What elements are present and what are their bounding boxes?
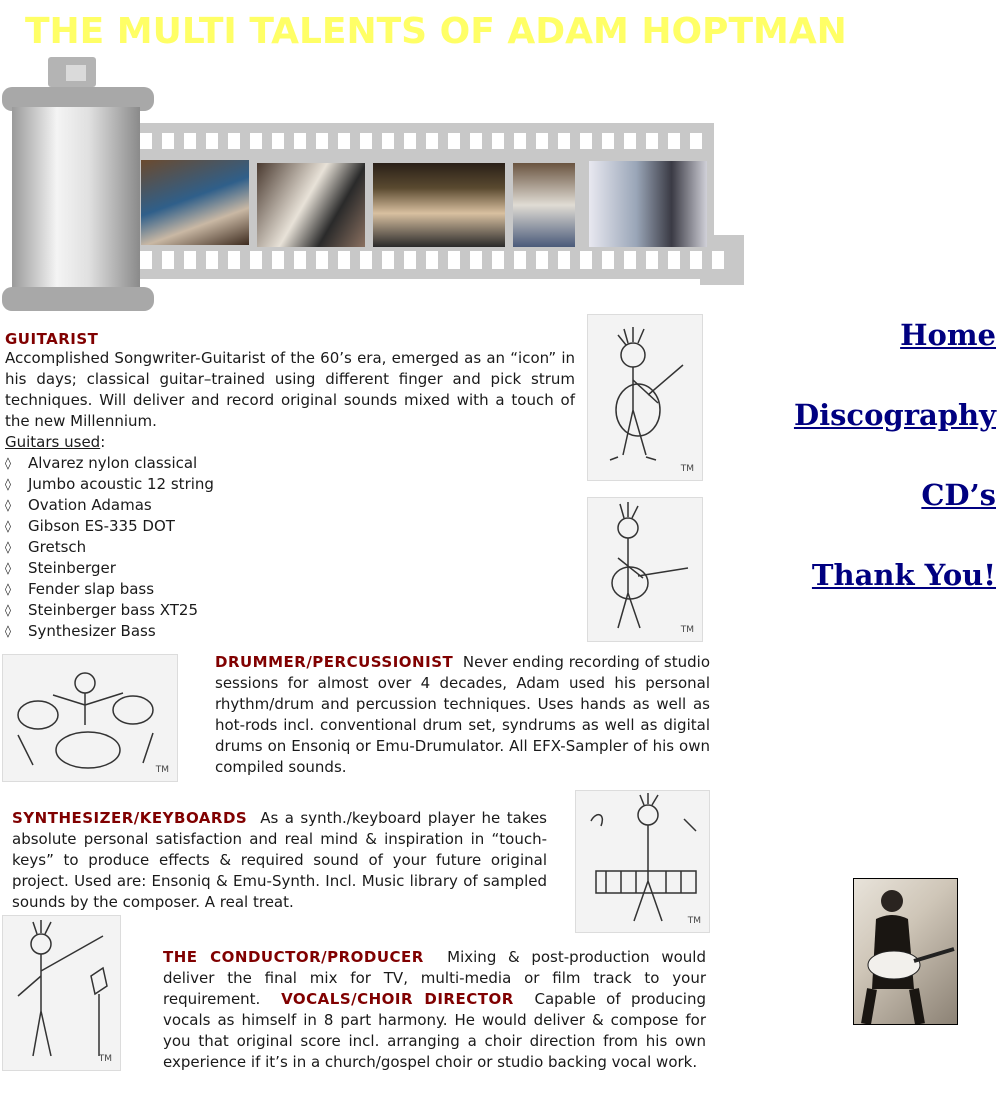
guitars-used-colon: :: [100, 433, 106, 451]
guitarist-sketch-1: [587, 314, 703, 481]
synth-heading: SYNTHESIZER/KEYBOARDS: [12, 809, 248, 827]
trademark-label: TM: [680, 625, 694, 635]
synth-section: [12, 808, 547, 913]
trademark-label: TM: [98, 1054, 112, 1064]
synth-text: As a synth./keyboard player he takes absolute personal satisfaction and real mind & inspiration in “touch-keys” to produce effects & required sound of your future original project. Used are: Ensoniq & Emu-Synth. Incl. Music library of sampled sounds by the composer. A real treat.: [12, 809, 547, 911]
nav-link-home[interactable]: Home: [900, 318, 996, 352]
drummer-section: [215, 652, 710, 778]
trademark-label: TM: [687, 916, 701, 926]
trademark-label: TM: [680, 464, 694, 474]
guitars-used-label: [5, 432, 575, 453]
guitarist-heading: GUITARIST: [5, 330, 99, 348]
conductor-text: Mixing & post-production would deliver the final mix for TV, multi-media or film track to your requirement.: [163, 948, 706, 1008]
trademark-label: TM: [155, 765, 169, 775]
studio-console-photo: [141, 160, 249, 245]
list-item: ◊ Steinberger bass XT25: [5, 600, 575, 621]
list-item: ◊ Alvarez nylon classical: [5, 453, 575, 474]
portrait-figure: [854, 879, 957, 1024]
list-item: ◊ Gibson ES-335 DOT: [5, 516, 575, 537]
nav-link-thank-you[interactable]: Thank You!: [811, 558, 996, 592]
keyboard-player-sketch: [575, 790, 710, 933]
page-title: THE MULTI TALENTS OF ADAM HOPTMAN: [25, 11, 847, 52]
list-item: ◊ Synthesizer Bass: [5, 621, 575, 642]
drummer-text: Never ending recording of studio sessions for almost over 4 decades, Adam used his personal rhythm/drum and percussion techniques. Uses hands as well as hot-rods incl. conventional drum set, syndrums as well as digital drums on Ensoniq or Emu-Drumulator. All EFX-Sampler of his own compiled sounds.: [215, 653, 710, 776]
guitarist-text: Accomplished Songwriter-Guitarist of the 60’s era, emerged as an “icon” in his days; classical guitar–trained using different finger and pick strum techniques. Will deliver and record original sounds mixed with a touch of the new Millennium.: [5, 349, 575, 430]
guitars-list: [5, 453, 575, 642]
list-item: ◊ Fender slap bass: [5, 579, 575, 600]
nav-link-cds[interactable]: CD’s: [921, 478, 996, 512]
conductor-heading: THE CONDUCTOR/PRODUCER: [163, 948, 424, 966]
list-item: ◊ Steinberger: [5, 558, 575, 579]
guitars-used-label-text: Guitars used: [5, 433, 101, 451]
conductor-section: [163, 947, 706, 1073]
drummer-sketch: [2, 654, 178, 782]
nav-link-discography[interactable]: Discography: [793, 398, 996, 432]
conductor-sketch: [2, 915, 121, 1071]
guitarist-section: [5, 330, 575, 642]
vocals-text: Capable of producing vocals as himself in 8 part harmony. He would deliver & compose for you that original score incl. arranging a choir direction from his own experience if it’s in a church/gospel choir or studio backing vocal work.: [163, 990, 706, 1071]
vocals-heading: VOCALS/CHOIR DIRECTOR: [281, 990, 514, 1008]
film-strip-banner: [0, 55, 745, 315]
gold-records-photo: [373, 163, 505, 247]
guitar-player-photo: [513, 163, 575, 247]
list-item: ◊ Ovation Adamas: [5, 495, 575, 516]
guitarist-sketch-2: [587, 497, 703, 642]
drummer-heading: DRUMMER/PERCUSSIONIST: [215, 653, 454, 671]
keyboard-player-photo: [589, 161, 707, 247]
drummer-photo: [257, 163, 365, 247]
list-item: ◊ Gretsch: [5, 537, 575, 558]
list-item: ◊ Jumbo acoustic 12 string: [5, 474, 575, 495]
portrait-photo: [853, 878, 958, 1025]
